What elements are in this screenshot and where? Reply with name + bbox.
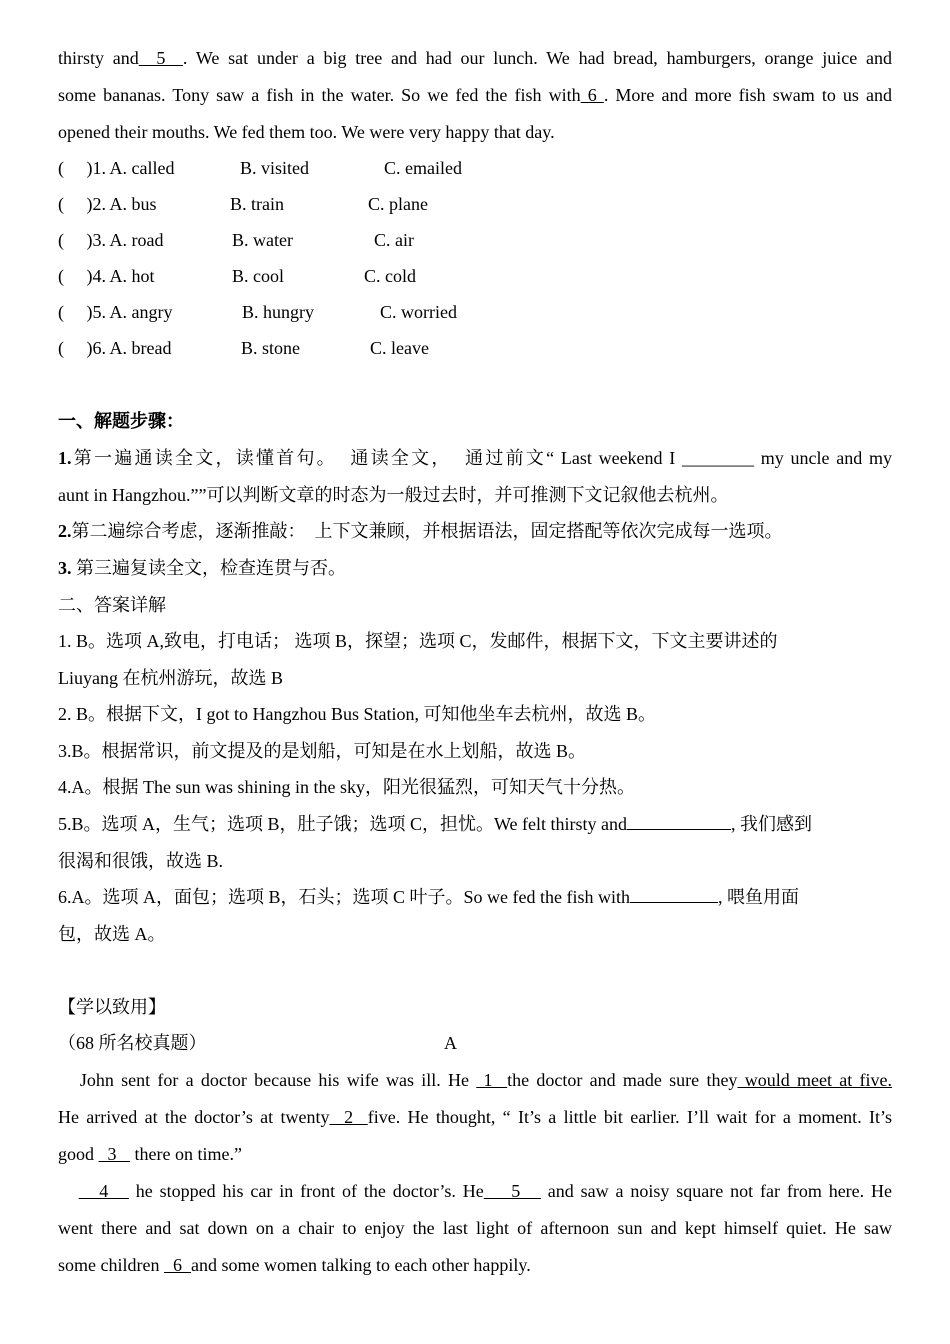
text: would meet at five. xyxy=(737,1070,893,1090)
blank-2: 2 xyxy=(329,1107,368,1127)
text: He arrived at the doctor’s at twenty xyxy=(58,1107,330,1127)
text: there on time.” xyxy=(130,1144,242,1164)
text: some children xyxy=(58,1255,164,1275)
option-b: B. cool xyxy=(232,266,284,286)
blank-3: 3 xyxy=(98,1144,130,1164)
answer-1-line-1: 1. B。选项 A,致电，打电话； 选项 B，探望；选项 C，发邮件，根据下文，下文主要讲述的 xyxy=(58,631,778,651)
option-a: ( )6. A. bread xyxy=(58,338,172,358)
option-a: ( )3. A. road xyxy=(58,230,164,250)
blank-5: 5 xyxy=(138,48,183,68)
text: 第一遍通读全文，读懂首句。 通读全文， 通过前文“ Last weekend I ________ my uncle and my xyxy=(71,448,892,468)
question-4 xyxy=(58,265,416,287)
step-2 xyxy=(58,520,783,542)
question-6 xyxy=(58,337,429,359)
question-3 xyxy=(58,229,414,251)
option-c: C. air xyxy=(374,230,414,250)
text: he stopped his car in front of the doctor’s. He xyxy=(128,1181,484,1201)
practice-line-5: went there and sat down on a chair to enjoy the last light of afternoon sun and kept himself quiet. He saw xyxy=(58,1218,892,1238)
passage-line-1 xyxy=(58,47,892,69)
text: 5.B。选项 A，生气；选项 B，肚子饿；选项 C，担忧。We felt thirsty and xyxy=(58,814,628,834)
passage-line-3: opened their mouths. We fed them too. We were very happy that day. xyxy=(58,122,555,142)
text: the doctor and made sure they xyxy=(507,1070,738,1090)
practice-line-4 xyxy=(58,1180,892,1202)
blank-5: 5 xyxy=(483,1181,541,1201)
option-a: ( )5. A. angry xyxy=(58,302,173,322)
step-1-line-1 xyxy=(58,447,892,469)
text: and saw a noisy square not far from here. He xyxy=(540,1181,893,1201)
answer-5-line-2: 很渴和很饿，故选 B. xyxy=(58,851,224,871)
practice-heading: 【学以致用】 xyxy=(58,997,166,1017)
practice-source: （68 所名校真题） xyxy=(58,1033,207,1053)
option-c: C. cold xyxy=(364,266,416,286)
text: thirsty and xyxy=(58,48,139,68)
blank-4: 4 xyxy=(78,1181,129,1201)
answer-6-line-1 xyxy=(58,886,799,908)
text: five. He thought, “ It’s a little bit earlier. I’ll wait for a moment. It’s xyxy=(367,1107,893,1127)
option-b: B. water xyxy=(232,230,293,250)
step-3 xyxy=(58,557,346,579)
text: good xyxy=(58,1144,99,1164)
steps-heading: 一、解题步骤： xyxy=(58,411,184,431)
passage-label: A xyxy=(444,1033,457,1053)
text: John sent for a doctor because his wife was ill. He xyxy=(58,1070,477,1090)
answer-blank xyxy=(627,813,731,830)
option-b: B. visited xyxy=(240,158,310,178)
answer-5-line-1 xyxy=(58,813,812,835)
option-b: B. train xyxy=(230,194,284,214)
practice-line-3 xyxy=(58,1143,242,1165)
option-a: ( )1. A. called xyxy=(58,158,175,178)
step-number: 2. xyxy=(58,521,72,541)
option-c: C. worried xyxy=(380,302,457,322)
text: and some women talking to each other happily. xyxy=(190,1255,531,1275)
answer-2: 2. B。根据下文，I got to Hangzhou Bus Station, 可知他坐车去杭州，故选 B。 xyxy=(58,704,656,724)
answer-4: 4.A。根据 The sun was shining in the sky，阳光很猛烈，可知天气十分热。 xyxy=(58,777,635,797)
practice-line-1 xyxy=(58,1069,892,1091)
text: , 我们感到 xyxy=(731,814,813,834)
answer-6-line-2: 包，故选 A。 xyxy=(58,924,166,944)
text xyxy=(58,1181,79,1201)
practice-line-2 xyxy=(58,1106,892,1128)
text: some bananas. Tony saw a fish in the water. So we fed the fish with xyxy=(58,85,581,105)
question-2 xyxy=(58,193,428,215)
option-c: C. emailed xyxy=(384,158,462,178)
answer-3: 3.B。根据常识，前文提及的是划船，可知是在水上划船，故选 B。 xyxy=(58,741,587,761)
text: 第二遍综合考虑，逐渐推敲： 上下文兼顾，并根据语法，固定搭配等依次完成每一选项。 xyxy=(71,521,783,541)
option-c: C. leave xyxy=(370,338,429,358)
text: . We sat under a big tree and had our lunch. We had bread, hamburgers, orange juice and xyxy=(182,48,893,68)
option-a: ( )2. A. bus xyxy=(58,194,157,214)
answers-heading: 二、答案详解 xyxy=(58,595,166,615)
text: , 喂鱼用面 xyxy=(717,887,799,907)
blank-1: 1 xyxy=(476,1070,508,1090)
option-b: B. hungry xyxy=(242,302,314,322)
step-number: 3. xyxy=(58,558,72,578)
step-1-line-2: aunt in Hangzhou.””可以判断文章的时态为一般过去时，并可推测下文记叙他去杭州。 xyxy=(58,485,729,505)
passage-line-2 xyxy=(58,84,892,106)
practice-line-6 xyxy=(58,1254,531,1276)
blank-6: 6 xyxy=(163,1255,191,1275)
text: 第三遍复读全文，检查连贯与否。 xyxy=(71,558,346,578)
text: . More and more fish swam to us and xyxy=(603,85,893,105)
option-a: ( )4. A. hot xyxy=(58,266,155,286)
answer-1-line-2: Liuyang 在杭州游玩，故选 B xyxy=(58,668,283,688)
question-1 xyxy=(58,157,462,179)
question-5 xyxy=(58,301,457,323)
blank-6: 6 xyxy=(580,85,604,105)
option-c: C. plane xyxy=(368,194,428,214)
step-number: 1. xyxy=(58,448,72,468)
answer-blank xyxy=(630,886,718,903)
option-b: B. stone xyxy=(241,338,301,358)
text: 6.A。选项 A，面包；选项 B，石头；选项 C 叶子。So we fed the fish with xyxy=(58,887,630,907)
